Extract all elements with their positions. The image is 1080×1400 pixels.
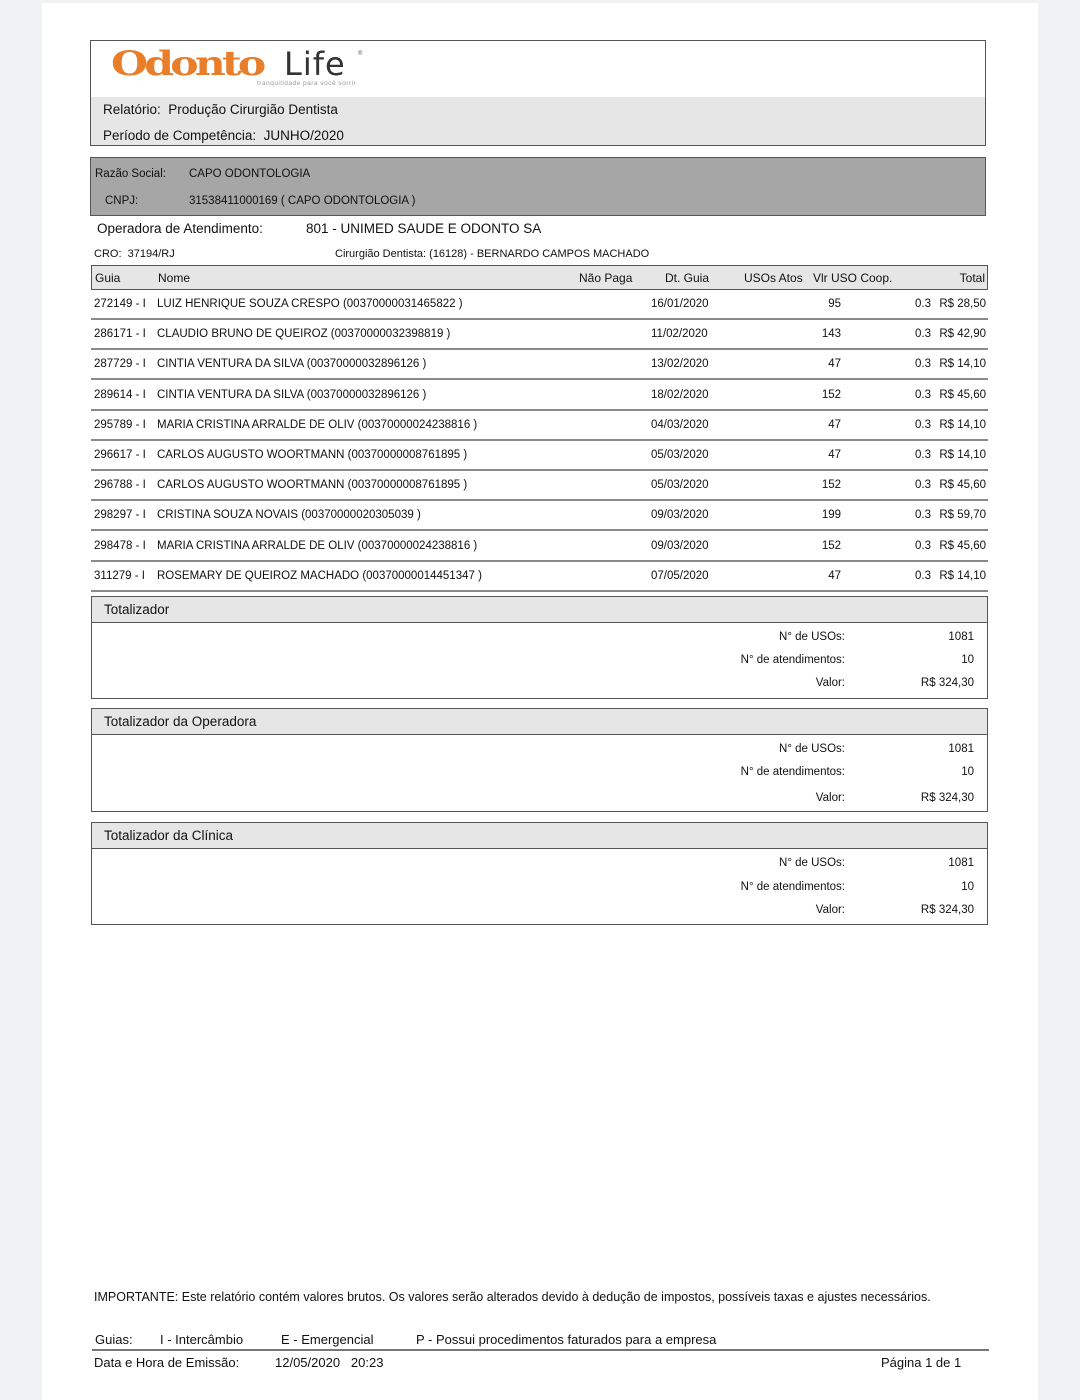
table-row (91, 471, 988, 501)
cell-usos-atos: 47 (828, 569, 841, 582)
cell-guia: 287729 - I (94, 358, 146, 371)
atendimentos-value: 10 (961, 881, 974, 893)
cell-dt-guia: 11/02/2020 (651, 328, 708, 341)
totalizador-operadora (91, 708, 988, 812)
cro-line (94, 248, 175, 260)
atendimentos-label: N° de atendimentos: (740, 766, 845, 778)
cell-usos-atos: 152 (821, 539, 841, 552)
table-row (91, 381, 988, 411)
cro-value: 37194/RJ (127, 248, 175, 260)
cell-dt-guia: 05/03/2020 (651, 449, 709, 461)
cnpj-value: 31538411000169 ( CAPO ODONTOLOGIA ) (189, 195, 416, 207)
cell-vlr-uso: 0.3 (915, 298, 931, 310)
cell-usos-atos: 47 (828, 358, 841, 371)
cell-usos-atos: 143 (821, 328, 841, 341)
atendimentos-value: 10 (961, 766, 974, 778)
totalizer-header (92, 597, 987, 623)
valor-value: R$ 324,30 (920, 792, 974, 804)
cell-total: R$ 59,70 (939, 509, 986, 522)
registered-mark-icon: ® (358, 51, 363, 57)
usos-value: 1081 (948, 857, 974, 869)
relatorio-line (103, 102, 338, 117)
valor-value: R$ 324,30 (920, 904, 974, 916)
col-nao-paga: Não Paga (579, 271, 633, 285)
cell-dt-guia: 07/05/2020 (651, 569, 709, 582)
report-header (90, 40, 986, 146)
cell-usos-atos: 152 (821, 388, 841, 401)
cell-total: R$ 14,10 (939, 418, 986, 431)
cell-vlr-uso: 0.3 (915, 449, 931, 461)
totalizador-clinica (91, 822, 988, 925)
cell-total: R$ 14,10 (939, 358, 986, 371)
cell-vlr-uso: 0.3 (915, 539, 931, 552)
cell-vlr-uso: 0.3 (915, 328, 931, 341)
cell-total: R$ 28,50 (939, 298, 986, 310)
col-usos-atos: USOs Atos (744, 271, 803, 285)
usos-label: N° de USOs: (779, 631, 845, 643)
table-row (91, 320, 988, 350)
cell-dt-guia: 16/01/2020 (651, 298, 709, 310)
usos-value: 1081 (948, 743, 974, 755)
logo-tagline: tranquilidade para você sorrir (257, 80, 357, 87)
periodo-line (103, 128, 344, 143)
totalizer-header (92, 709, 987, 735)
cell-total: R$ 14,10 (939, 449, 986, 461)
col-vlr-uso: Vlr USO Coop. (813, 271, 893, 285)
usos-value: 1081 (948, 631, 974, 643)
col-guia: Guia (95, 271, 121, 285)
cell-guia: 298478 - I (94, 539, 146, 552)
cell-dt-guia: 04/03/2020 (651, 418, 709, 431)
cell-usos-atos: 199 (821, 509, 841, 522)
cell-guia: 296617 - I (94, 449, 146, 461)
cell-nome: CINTIA VENTURA DA SILVA (00370000032896126 ) (157, 388, 427, 401)
valor-label: Valor: (815, 677, 845, 689)
cell-guia: 286171 - I (94, 328, 146, 341)
valor-value: R$ 324,30 (920, 677, 974, 689)
cell-usos-atos: 95 (828, 298, 841, 310)
totalizer-title: Totalizador da Operadora (104, 714, 257, 729)
table-row (91, 532, 988, 562)
table-row (91, 411, 988, 441)
cell-nome: CINTIA VENTURA DA SILVA (00370000032896126 ) (157, 358, 427, 371)
periodo-label: Período de Competência: (103, 128, 257, 143)
col-total: Total (959, 271, 985, 285)
usos-label: N° de USOs: (779, 743, 845, 755)
totalizador (91, 596, 988, 699)
logo-brand-life: Life (284, 45, 346, 83)
col-dt-guia: Dt. Guia (665, 271, 710, 285)
cell-vlr-uso: 0.3 (915, 418, 931, 431)
important-note: IMPORTANTE: Este relatório contém valores brutos. Os valores serão alterados devido à dedução de impostos, possíveis taxas e ajustes necessários. (94, 1290, 931, 1304)
atendimentos-value: 10 (961, 654, 974, 666)
logo-area (91, 41, 985, 98)
cell-nome: ROSEMARY DE QUEIROZ MACHADO (00370000014451347 ) (157, 569, 482, 582)
cell-guia: 289614 - I (94, 388, 146, 401)
legend-intercambio: I - Intercâmbio (160, 1332, 244, 1347)
cell-usos-atos: 47 (828, 418, 841, 431)
totalizer-header (92, 823, 987, 849)
cell-guia: 311279 - I (94, 569, 145, 582)
totalizer-title: Totalizador da Clínica (104, 828, 234, 843)
legend-emergencial: E - Emergencial (281, 1332, 374, 1347)
col-nome: Nome (158, 271, 191, 285)
cell-nome: CARLOS AUGUSTO WOORTMANN (00370000008761895 ) (157, 479, 468, 492)
cell-total: R$ 14,10 (939, 569, 986, 582)
cell-guia: 272149 - I (94, 298, 146, 310)
relatorio-label: Relatório: (103, 102, 161, 117)
relatorio-value: Produção Cirurgião Dentista (168, 102, 338, 117)
periodo-value: JUNHO/2020 (263, 128, 344, 143)
emissao-value: 12/05/2020 20:23 (275, 1355, 384, 1370)
operadora-value: 801 - UNIMED SAUDE E ODONTO SA (306, 221, 542, 236)
cell-nome: CLAUDIO BRUNO DE QUEIROZ (00370000032398819 ) (157, 328, 451, 341)
page-number: Página 1 de 1 (881, 1355, 962, 1370)
cell-total: R$ 45,60 (939, 479, 986, 492)
cell-nome: MARIA CRISTINA ARRALDE DE OLIV (00370000024238816 ) (157, 418, 478, 431)
valor-label: Valor: (815, 792, 845, 804)
cell-dt-guia: 09/03/2020 (651, 509, 709, 522)
cell-vlr-uso: 0.3 (915, 479, 931, 492)
table-row (91, 441, 988, 471)
company-box (90, 157, 986, 216)
cell-total: R$ 45,60 (939, 539, 986, 552)
report-info (91, 97, 985, 145)
legend-faturados: P - Possui procedimentos faturados para a empresa (416, 1332, 717, 1347)
usos-label: N° de USOs: (779, 857, 845, 869)
table-row (91, 562, 988, 592)
cell-dt-guia: 13/02/2020 (651, 358, 709, 371)
cell-total: R$ 42,90 (939, 328, 986, 341)
valor-label: Valor: (815, 904, 845, 916)
table-header (91, 265, 988, 290)
cell-usos-atos: 47 (828, 449, 841, 461)
report-page (42, 3, 1038, 1400)
operadora-label: Operadora de Atendimento: (97, 221, 263, 236)
cell-nome: CARLOS AUGUSTO WOORTMANN (00370000008761895 ) (157, 449, 468, 461)
footer-divider (92, 1349, 989, 1351)
cell-dt-guia: 09/03/2020 (651, 539, 709, 552)
razao-value: CAPO ODONTOLOGIA (189, 168, 311, 180)
cell-vlr-uso: 0.3 (915, 358, 931, 371)
dentista-line: Cirurgião Dentista: (16128) - BERNARDO CAMPOS MACHADO (335, 248, 650, 260)
razao-label: Razão Social: (95, 168, 166, 180)
cell-nome: CRISTINA SOUZA NOVAIS (00370000020305039 ) (157, 509, 421, 522)
cell-vlr-uso: 0.3 (915, 509, 931, 522)
cell-usos-atos: 152 (821, 479, 841, 492)
totalizer-title: Totalizador (104, 602, 170, 617)
guias-label: Guias: (95, 1332, 133, 1347)
cell-vlr-uso: 0.3 (915, 569, 931, 582)
cell-total: R$ 45,60 (939, 388, 986, 401)
atendimentos-label: N° de atendimentos: (740, 881, 845, 893)
cnpj-label: CNPJ: (105, 195, 139, 207)
cell-nome: LUIZ HENRIQUE SOUZA CRESPO (00370000031465822 ) (157, 298, 463, 310)
cell-guia: 295789 - I (94, 418, 146, 431)
atendimentos-label: N° de atendimentos: (740, 654, 845, 666)
cell-dt-guia: 18/02/2020 (651, 388, 709, 401)
cell-dt-guia: 05/03/2020 (651, 479, 709, 492)
table-row (91, 290, 988, 320)
cell-guia: 296788 - I (94, 479, 146, 492)
emissao-label: Data e Hora de Emissão: (94, 1355, 240, 1370)
cell-vlr-uso: 0.3 (915, 388, 931, 401)
cro-label: CRO: (94, 248, 122, 260)
cell-guia: 298297 - I (94, 509, 146, 522)
cell-nome: MARIA CRISTINA ARRALDE DE OLIV (00370000024238816 ) (157, 539, 478, 552)
table-row (91, 501, 988, 531)
logo-brand-odonto: Odonto (111, 44, 263, 84)
table-row (91, 350, 988, 380)
